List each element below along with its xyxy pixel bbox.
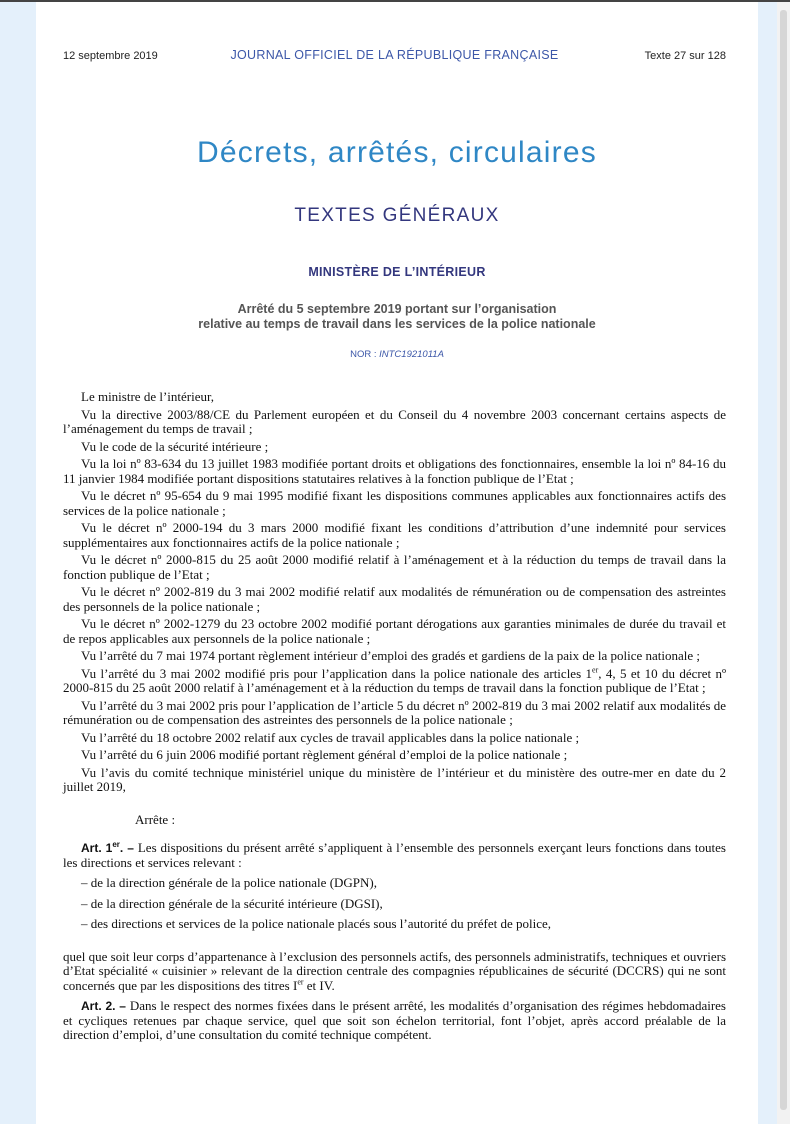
article-1-label-dash: . – — [119, 841, 138, 855]
visa-paragraph: Vu l’avis du comité technique ministériel unique du ministère de l’intérieur et du ministère des outre-mer en date du 2 juillet 2019, — [63, 764, 726, 794]
document-body — [63, 390, 726, 1047]
header-date: 12 septembre 2019 — [63, 50, 158, 62]
visa-paragraph — [63, 667, 726, 696]
list-item: – des directions et services de la police nationale placés sous l’autorité du préfet de police, — [81, 916, 551, 931]
nor-reference — [36, 349, 758, 360]
document-page — [36, 2, 758, 1124]
visa-paragraph: Vu l’arrêté du 7 mai 1974 portant règlement intérieur d’emploi des gradés et gardiens de la paix de la police nationale ; — [81, 648, 701, 663]
article-1-continuation — [63, 950, 726, 994]
visa-paragraph: Vu le décret nº 2000-815 du 25 août 2000 modifié relatif à l’aménagement et à la réduction du temps de travail dans la fonction publique de l’Etat ; — [63, 552, 726, 582]
visa-paragraph: Vu l’arrêté du 3 mai 2002 pris pour l’application de l’article 5 du décret nº 2002-819 du 3 mai 2002 relatif aux modalités de rémunération ou de compensation des astreintes des personnels de la police nationale ; — [63, 697, 726, 727]
article-2 — [63, 999, 726, 1043]
superscript: er — [592, 665, 599, 675]
article-2-label: Art. 2. – — [81, 999, 130, 1013]
visa-text: , 4, 5 et 10 du décret nº 2000-815 du 25 août 2000 relatif à l’aménagement et à la réduction du temps de travail dans la fonction publique de l’Etat ; — [63, 665, 726, 695]
article-1-label-text: Art. 1 — [81, 841, 113, 855]
arrete-title — [36, 302, 758, 332]
visa-paragraph: Vu le décret nº 2002-819 du 3 mai 2002 modifié relatif aux modalités de rémunération ou de compensation des astreintes des personnels de la police nationale ; — [63, 584, 726, 614]
nor-value: INTC1921011A — [379, 349, 444, 360]
article-1-list — [63, 876, 726, 932]
arrete-title-line-1: Arrêté du 5 septembre 2019 portant sur l’organisation — [237, 302, 557, 316]
arrete-word: Arrête : — [135, 811, 176, 827]
scrollbar-thumb[interactable] — [780, 10, 787, 1110]
ministry-name: MINISTÈRE DE L’INTÉRIEUR — [308, 265, 486, 279]
superscript: er — [112, 840, 120, 849]
article-1 — [63, 841, 726, 870]
nor-label: NOR : — [350, 349, 380, 360]
header-journal-title: JOURNAL OFFICIEL DE LA RÉPUBLIQUE FRANÇAISE — [230, 48, 559, 62]
arrete-title-line-2: relative au temps de travail dans les services de la police nationale — [198, 317, 596, 331]
visa-paragraph: Vu le décret nº 95-654 du 9 mai 1995 modifié fixant les dispositions communes applicables aux fonctionnaires actifs des services de la police nationale ; — [63, 488, 726, 518]
visa-paragraph: Vu le décret nº 2002-1279 du 23 octobre 2002 modifié portant dérogations aux garanties minimales de durée du travail et de repos applicables aux personnels de la police nationale ; — [63, 616, 726, 646]
visa-paragraph: Vu le décret nº 2000-194 du 3 mars 2000 modifié fixant les conditions d’attribution d’une indemnité pour services supplémentaires aux fonctionnaires actifs de la police nationale ; — [63, 520, 726, 550]
page-header — [63, 48, 726, 66]
visa-paragraph: Vu l’arrêté du 6 juin 2006 modifié portant règlement général d’emploi de la police nationale ; — [81, 747, 568, 762]
header-text-number: Texte 27 sur 128 — [644, 50, 726, 62]
article-1-cont-end: et IV. — [303, 977, 335, 993]
visa-paragraph: Vu l’arrêté du 18 octobre 2002 relatif aux cycles de travail applicables dans la police nationale ; — [81, 729, 580, 745]
article-1-label — [81, 841, 138, 855]
visa-paragraph: Vu la directive 2003/88/CE du Parlement européen et du Conseil du 4 novembre 2003 concernant certains aspects de l’aménagement du temps de travail ; — [63, 406, 726, 436]
visa-paragraph: Vu la loi nº 83-634 du 13 juillet 1983 modifiée portant droits et obligations des fonctionnaires, ensemble la loi nº 84-16 du 11 janvier 1984 modifiée portant dispositions statutaires relatives à la fonction publique de l’Etat ; — [63, 456, 726, 486]
visa-text: Vu l’arrêté du 3 mai 2002 modifié pris pour l’application dans la police nationale des articles 1 — [81, 665, 593, 681]
viewer-left-margin — [0, 2, 36, 1124]
superscript: er — [297, 977, 304, 987]
subsection-title: TEXTES GÉNÉRAUX — [294, 205, 500, 226]
vertical-scrollbar[interactable] — [777, 2, 790, 1124]
intro-paragraph: Le ministre de l’intérieur, — [81, 389, 215, 404]
section-title: Décrets, arrêtés, circulaires — [197, 136, 597, 169]
article-1-text: Les dispositions du présent arrêté s’appliquent à l’ensemble des personnels exerçant leurs fonctions dans toutes les directions et services relevant : — [63, 840, 726, 870]
list-item: – de la direction générale de la sécurité intérieure (DGSI), — [81, 895, 383, 911]
article-2-text: Dans le respect des normes fixées dans le présent arrêté, les modalités d’organisation des régimes hebdomadaires et cycliques retenues par chaque service, quel que soit son échelon territorial, font l’objet, après accord préalable de la direction d’emploi, d’une consultation du comité technique compétent. — [63, 998, 726, 1042]
visa-paragraph: Vu le code de la sécurité intérieure ; — [81, 438, 269, 454]
list-item: – de la direction générale de la police nationale (DGPN), — [81, 875, 377, 890]
article-1-cont-text: quel que soit leur corps d’appartenance à l’exclusion des personnels actifs, des personnels administratifs, techniques et ouvriers d’Etat spécialité « cuisinier » relevant de la direction centrale des compagnies républicaines de sécurité (DCCRS) qui ne sont concernés que par les dispositions des titres I — [63, 948, 726, 993]
